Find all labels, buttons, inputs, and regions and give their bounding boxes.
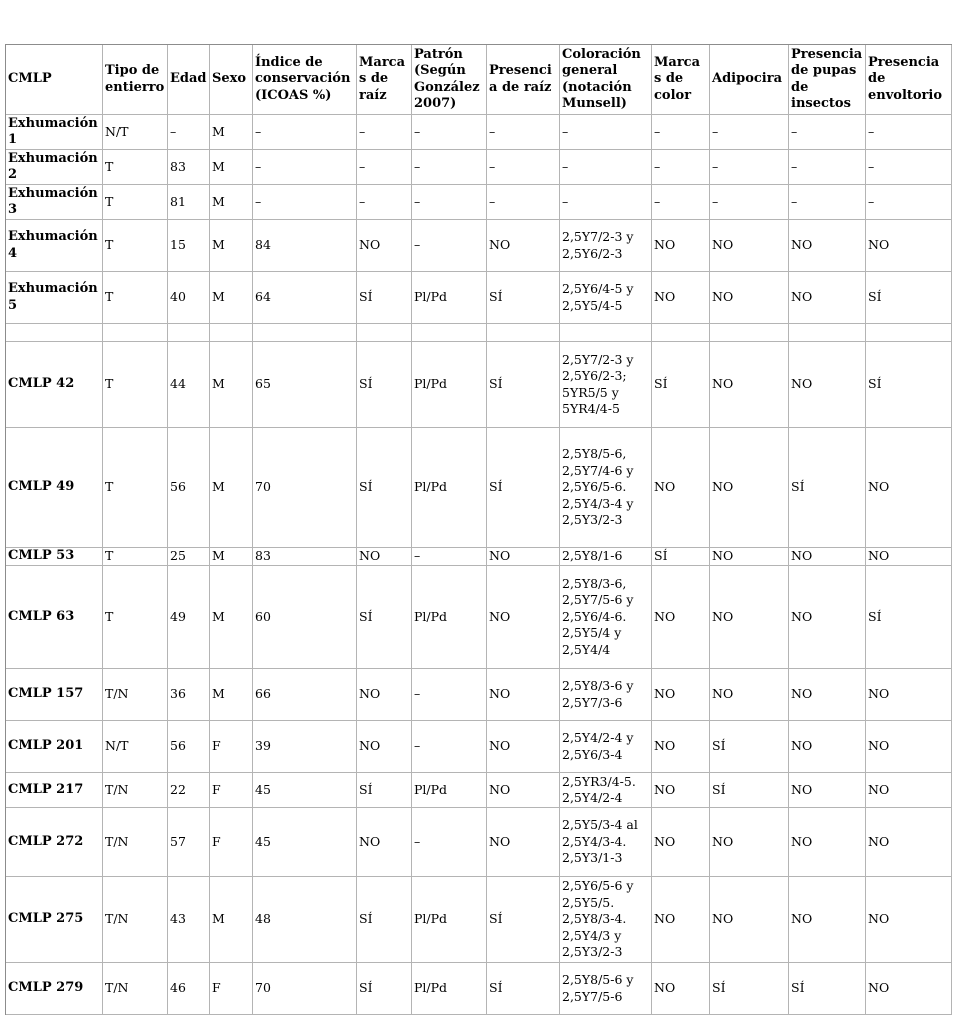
cell-patron: – xyxy=(412,115,487,150)
cell-marcas-color: – xyxy=(652,115,710,150)
cell-patron: – xyxy=(412,220,487,272)
cell-patron: – xyxy=(412,150,487,185)
cell-pupas-insectos: – xyxy=(789,150,866,185)
cell-adipocira: NO xyxy=(710,669,789,721)
cell-tipo-entierro: T xyxy=(103,150,168,185)
cell-tipo-entierro: T/N xyxy=(103,808,168,877)
cell-edad xyxy=(168,324,210,342)
cell-adipocira: SÍ xyxy=(710,963,789,1015)
cell-edad: 49 xyxy=(168,566,210,669)
cell-tipo-entierro xyxy=(103,324,168,342)
cell-marcas-raiz: SÍ xyxy=(357,428,412,548)
cell-marcas-raiz: NO xyxy=(357,220,412,272)
cell-presencia-raiz: NO xyxy=(487,669,560,721)
cell-edad: 44 xyxy=(168,342,210,428)
header-envoltorio: Presencia de envoltorio xyxy=(866,45,952,115)
cell-adipocira: – xyxy=(710,115,789,150)
cell-cmlp: Exhumación 3 xyxy=(6,185,103,220)
cell-marcas-raiz: SÍ xyxy=(357,272,412,324)
cell-indice-conservacion: – xyxy=(253,185,357,220)
cell-adipocira: NO xyxy=(710,342,789,428)
cell-indice-conservacion: 48 xyxy=(253,877,357,963)
cell-marcas-color: NO xyxy=(652,773,710,808)
cell-indice-conservacion: 83 xyxy=(253,548,357,566)
cell-sexo: M xyxy=(210,185,253,220)
cell-marcas-color: NO xyxy=(652,963,710,1015)
cell-tipo-entierro: T/N xyxy=(103,963,168,1015)
table-row xyxy=(6,721,952,773)
cell-marcas-raiz xyxy=(357,324,412,342)
cell-sexo: M xyxy=(210,548,253,566)
cell-marcas-raiz: NO xyxy=(357,669,412,721)
cell-adipocira: NO xyxy=(710,428,789,548)
cell-presencia-raiz: SÍ xyxy=(487,877,560,963)
cell-marcas-raiz: NO xyxy=(357,721,412,773)
cell-indice-conservacion: 70 xyxy=(253,428,357,548)
cell-adipocira: NO xyxy=(710,566,789,669)
cell-tipo-entierro: T xyxy=(103,185,168,220)
cell-patron: Pl/Pd xyxy=(412,272,487,324)
cell-coloracion-general: 2,5Y7/2-3 y 2,5Y6/2-3 xyxy=(560,220,652,272)
cell-marcas-color: NO xyxy=(652,428,710,548)
cell-envoltorio: NO xyxy=(866,548,952,566)
cell-marcas-raiz: – xyxy=(357,185,412,220)
cell-edad: 57 xyxy=(168,808,210,877)
cell-envoltorio: NO xyxy=(866,428,952,548)
cell-adipocira: NO xyxy=(710,272,789,324)
cell-marcas-raiz: NO xyxy=(357,808,412,877)
cell-cmlp: CMLP 42 xyxy=(6,342,103,428)
cell-indice-conservacion: 65 xyxy=(253,342,357,428)
cell-indice-conservacion: 66 xyxy=(253,669,357,721)
cell-sexo: M xyxy=(210,342,253,428)
cell-adipocira: SÍ xyxy=(710,721,789,773)
header-marcas-raiz: Marcas de raíz xyxy=(357,45,412,115)
cell-indice-conservacion: – xyxy=(253,150,357,185)
cell-edad: 56 xyxy=(168,721,210,773)
cell-cmlp: CMLP 157 xyxy=(6,669,103,721)
header-row xyxy=(6,45,952,115)
table-row xyxy=(6,428,952,548)
cell-marcas-color: – xyxy=(652,185,710,220)
cell-patron: Pl/Pd xyxy=(412,342,487,428)
cell-tipo-entierro: T/N xyxy=(103,669,168,721)
cell-coloracion-general: 2,5Y8/5-6, 2,5Y7/4-6 y 2,5Y6/5-6. 2,5Y4/3-4 y 2,5Y3/2-3 xyxy=(560,428,652,548)
header-marcas-color: Marcas de color xyxy=(652,45,710,115)
table-row xyxy=(6,548,952,566)
cell-sexo: M xyxy=(210,272,253,324)
cell-edad: 22 xyxy=(168,773,210,808)
cell-pupas-insectos: NO xyxy=(789,877,866,963)
cell-coloracion-general xyxy=(560,324,652,342)
header-adipocira: Adipocira xyxy=(710,45,789,115)
cell-coloracion-general: – xyxy=(560,115,652,150)
cell-presencia-raiz: – xyxy=(487,150,560,185)
cell-pupas-insectos: NO xyxy=(789,566,866,669)
cell-coloracion-general: 2,5Y7/2-3 y 2,5Y6/2-3; 5YR5/5 y 5YR4/4-5 xyxy=(560,342,652,428)
cell-coloracion-general: 2,5Y8/5-6 y 2,5Y7/5-6 xyxy=(560,963,652,1015)
table-row xyxy=(6,963,952,1015)
cell-presencia-raiz: NO xyxy=(487,808,560,877)
cell-pupas-insectos: NO xyxy=(789,669,866,721)
cell-marcas-color: SÍ xyxy=(652,548,710,566)
cell-marcas-raiz: – xyxy=(357,115,412,150)
table-row xyxy=(6,877,952,963)
cell-sexo: F xyxy=(210,963,253,1015)
cell-presencia-raiz: – xyxy=(487,185,560,220)
table-row xyxy=(6,185,952,220)
cell-sexo: M xyxy=(210,877,253,963)
cell-cmlp: CMLP 63 xyxy=(6,566,103,669)
header-sexo: Sexo xyxy=(210,45,253,115)
cell-edad: 15 xyxy=(168,220,210,272)
cell-sexo: M xyxy=(210,115,253,150)
cell-patron: Pl/Pd xyxy=(412,773,487,808)
cell-indice-conservacion: – xyxy=(253,115,357,150)
cell-cmlp: Exhumación 2 xyxy=(6,150,103,185)
cell-indice-conservacion: 84 xyxy=(253,220,357,272)
cell-pupas-insectos: NO xyxy=(789,721,866,773)
table-row xyxy=(6,272,952,324)
cell-sexo: M xyxy=(210,428,253,548)
cell-presencia-raiz xyxy=(487,324,560,342)
cell-envoltorio: – xyxy=(866,115,952,150)
table-row xyxy=(6,669,952,721)
cell-tipo-entierro: T xyxy=(103,548,168,566)
header-pupas-insectos: Presencia de pupas de insectos xyxy=(789,45,866,115)
cell-presencia-raiz: SÍ xyxy=(487,963,560,1015)
cell-marcas-color: SÍ xyxy=(652,342,710,428)
cell-adipocira: NO xyxy=(710,877,789,963)
table-row xyxy=(6,566,952,669)
cell-patron: Pl/Pd xyxy=(412,566,487,669)
cell-coloracion-general: – xyxy=(560,185,652,220)
cell-edad: 46 xyxy=(168,963,210,1015)
cell-cmlp: CMLP 49 xyxy=(6,428,103,548)
cell-patron: – xyxy=(412,548,487,566)
cell-envoltorio: NO xyxy=(866,963,952,1015)
cell-sexo: F xyxy=(210,721,253,773)
cell-indice-conservacion: 39 xyxy=(253,721,357,773)
cell-marcas-raiz: SÍ xyxy=(357,963,412,1015)
cell-coloracion-general: 2,5Y8/3-6 y 2,5Y7/3-6 xyxy=(560,669,652,721)
cell-edad: 56 xyxy=(168,428,210,548)
cell-marcas-color: NO xyxy=(652,272,710,324)
cell-marcas-color: NO xyxy=(652,220,710,272)
cell-edad: 40 xyxy=(168,272,210,324)
cell-tipo-entierro: T xyxy=(103,566,168,669)
cell-envoltorio: NO xyxy=(866,808,952,877)
cell-presencia-raiz: NO xyxy=(487,566,560,669)
cell-edad: 83 xyxy=(168,150,210,185)
cell-adipocira xyxy=(710,324,789,342)
cell-marcas-color: NO xyxy=(652,808,710,877)
cell-tipo-entierro: T xyxy=(103,342,168,428)
cell-indice-conservacion: 64 xyxy=(253,272,357,324)
cell-envoltorio: NO xyxy=(866,669,952,721)
cell-adipocira: NO xyxy=(710,808,789,877)
cell-cmlp: CMLP 201 xyxy=(6,721,103,773)
cell-patron: – xyxy=(412,669,487,721)
cell-tipo-entierro: T xyxy=(103,428,168,548)
table-row xyxy=(6,115,952,150)
cell-marcas-raiz: – xyxy=(357,150,412,185)
cell-pupas-insectos: SÍ xyxy=(789,428,866,548)
cell-pupas-insectos: – xyxy=(789,185,866,220)
cell-sexo: M xyxy=(210,220,253,272)
cell-cmlp: CMLP 279 xyxy=(6,963,103,1015)
cell-cmlp: CMLP 275 xyxy=(6,877,103,963)
cell-adipocira: – xyxy=(710,150,789,185)
data-table xyxy=(5,44,952,1015)
cell-coloracion-general: 2,5Y5/3-4 al 2,5Y4/3-4. 2,5Y3/1-3 xyxy=(560,808,652,877)
cell-adipocira: NO xyxy=(710,548,789,566)
cell-marcas-color: NO xyxy=(652,721,710,773)
cell-cmlp: Exhumación 1 xyxy=(6,115,103,150)
cell-patron: Pl/Pd xyxy=(412,428,487,548)
table-row xyxy=(6,324,952,342)
cell-tipo-entierro: T xyxy=(103,220,168,272)
cell-sexo xyxy=(210,324,253,342)
header-cmlp: CMLP xyxy=(6,45,103,115)
cell-marcas-raiz: SÍ xyxy=(357,342,412,428)
cell-envoltorio: – xyxy=(866,185,952,220)
cell-indice-conservacion: 45 xyxy=(253,773,357,808)
cell-sexo: F xyxy=(210,773,253,808)
cell-envoltorio: NO xyxy=(866,220,952,272)
cell-envoltorio: NO xyxy=(866,877,952,963)
cell-marcas-color xyxy=(652,324,710,342)
cell-coloracion-general: 2,5Y6/4-5 y 2,5Y5/4-5 xyxy=(560,272,652,324)
cell-tipo-entierro: N/T xyxy=(103,115,168,150)
cell-indice-conservacion xyxy=(253,324,357,342)
data-table-container xyxy=(5,44,951,1015)
cell-edad: 36 xyxy=(168,669,210,721)
cell-pupas-insectos: – xyxy=(789,115,866,150)
cell-tipo-entierro: N/T xyxy=(103,721,168,773)
cell-marcas-raiz: SÍ xyxy=(357,773,412,808)
cell-sexo: M xyxy=(210,566,253,669)
cell-marcas-color: NO xyxy=(652,877,710,963)
cell-marcas-raiz: NO xyxy=(357,548,412,566)
cell-patron: – xyxy=(412,808,487,877)
header-tipo-entierro: Tipo de entierro xyxy=(103,45,168,115)
cell-presencia-raiz: NO xyxy=(487,773,560,808)
cell-coloracion-general: 2,5Y8/1-6 xyxy=(560,548,652,566)
table-row xyxy=(6,342,952,428)
cell-tipo-entierro: T/N xyxy=(103,773,168,808)
header-edad: Edad xyxy=(168,45,210,115)
cell-marcas-raiz: SÍ xyxy=(357,566,412,669)
cell-coloracion-general: 2,5Y4/2-4 y 2,5Y6/3-4 xyxy=(560,721,652,773)
cell-marcas-raiz: SÍ xyxy=(357,877,412,963)
cell-envoltorio: – xyxy=(866,150,952,185)
cell-marcas-color: NO xyxy=(652,566,710,669)
cell-adipocira: SÍ xyxy=(710,773,789,808)
cell-patron: – xyxy=(412,185,487,220)
cell-cmlp: CMLP 272 xyxy=(6,808,103,877)
cell-presencia-raiz: SÍ xyxy=(487,428,560,548)
cell-pupas-insectos: NO xyxy=(789,220,866,272)
cell-pupas-insectos: NO xyxy=(789,272,866,324)
header-patron: Patrón (Según González 2007) xyxy=(412,45,487,115)
table-body xyxy=(6,115,952,1015)
cell-pupas-insectos: NO xyxy=(789,342,866,428)
header-presencia-raiz: Presencia de raíz xyxy=(487,45,560,115)
header-coloracion-general: Coloración general (notación Munsell) xyxy=(560,45,652,115)
cell-pupas-insectos xyxy=(789,324,866,342)
cell-coloracion-general: 2,5Y8/3-6, 2,5Y7/5-6 y 2,5Y6/4-6. 2,5Y5/4 y 2,5Y4/4 xyxy=(560,566,652,669)
cell-envoltorio: SÍ xyxy=(866,272,952,324)
cell-adipocira: NO xyxy=(710,220,789,272)
cell-sexo: F xyxy=(210,808,253,877)
cell-presencia-raiz: SÍ xyxy=(487,342,560,428)
cell-envoltorio xyxy=(866,324,952,342)
cell-envoltorio: SÍ xyxy=(866,566,952,669)
cell-pupas-insectos: SÍ xyxy=(789,963,866,1015)
cell-edad: – xyxy=(168,115,210,150)
cell-envoltorio: NO xyxy=(866,721,952,773)
cell-sexo: M xyxy=(210,669,253,721)
cell-presencia-raiz: – xyxy=(487,115,560,150)
cell-indice-conservacion: 60 xyxy=(253,566,357,669)
cell-tipo-entierro: T/N xyxy=(103,877,168,963)
cell-coloracion-general: – xyxy=(560,150,652,185)
cell-indice-conservacion: 45 xyxy=(253,808,357,877)
cell-edad: 25 xyxy=(168,548,210,566)
cell-cmlp: Exhumación 4 xyxy=(6,220,103,272)
cell-presencia-raiz: NO xyxy=(487,548,560,566)
cell-indice-conservacion: 70 xyxy=(253,963,357,1015)
cell-patron: Pl/Pd xyxy=(412,877,487,963)
cell-coloracion-general: 2,5YR3/4-5. 2,5Y4/2-4 xyxy=(560,773,652,808)
cell-sexo: M xyxy=(210,150,253,185)
cell-patron: Pl/Pd xyxy=(412,963,487,1015)
table-row xyxy=(6,220,952,272)
cell-pupas-insectos: NO xyxy=(789,773,866,808)
cell-cmlp: CMLP 217 xyxy=(6,773,103,808)
cell-cmlp xyxy=(6,324,103,342)
cell-envoltorio: SÍ xyxy=(866,342,952,428)
cell-edad: 81 xyxy=(168,185,210,220)
cell-patron xyxy=(412,324,487,342)
table-row xyxy=(6,150,952,185)
cell-tipo-entierro: T xyxy=(103,272,168,324)
cell-cmlp: CMLP 53 xyxy=(6,548,103,566)
table-row xyxy=(6,808,952,877)
cell-pupas-insectos: NO xyxy=(789,548,866,566)
cell-edad: 43 xyxy=(168,877,210,963)
cell-marcas-color: – xyxy=(652,150,710,185)
cell-pupas-insectos: NO xyxy=(789,808,866,877)
cell-adipocira: – xyxy=(710,185,789,220)
cell-presencia-raiz: NO xyxy=(487,220,560,272)
cell-cmlp: Exhumación 5 xyxy=(6,272,103,324)
table-row xyxy=(6,773,952,808)
cell-presencia-raiz: SÍ xyxy=(487,272,560,324)
cell-envoltorio: NO xyxy=(866,773,952,808)
cell-patron: – xyxy=(412,721,487,773)
cell-coloracion-general: 2,5Y6/5-6 y 2,5Y5/5. 2,5Y8/3-4. 2,5Y4/3 y 2,5Y3/2-3 xyxy=(560,877,652,963)
cell-marcas-color: NO xyxy=(652,669,710,721)
header-indice-conservacion: Índice de conservación (ICOAS %) xyxy=(253,45,357,115)
cell-presencia-raiz: NO xyxy=(487,721,560,773)
